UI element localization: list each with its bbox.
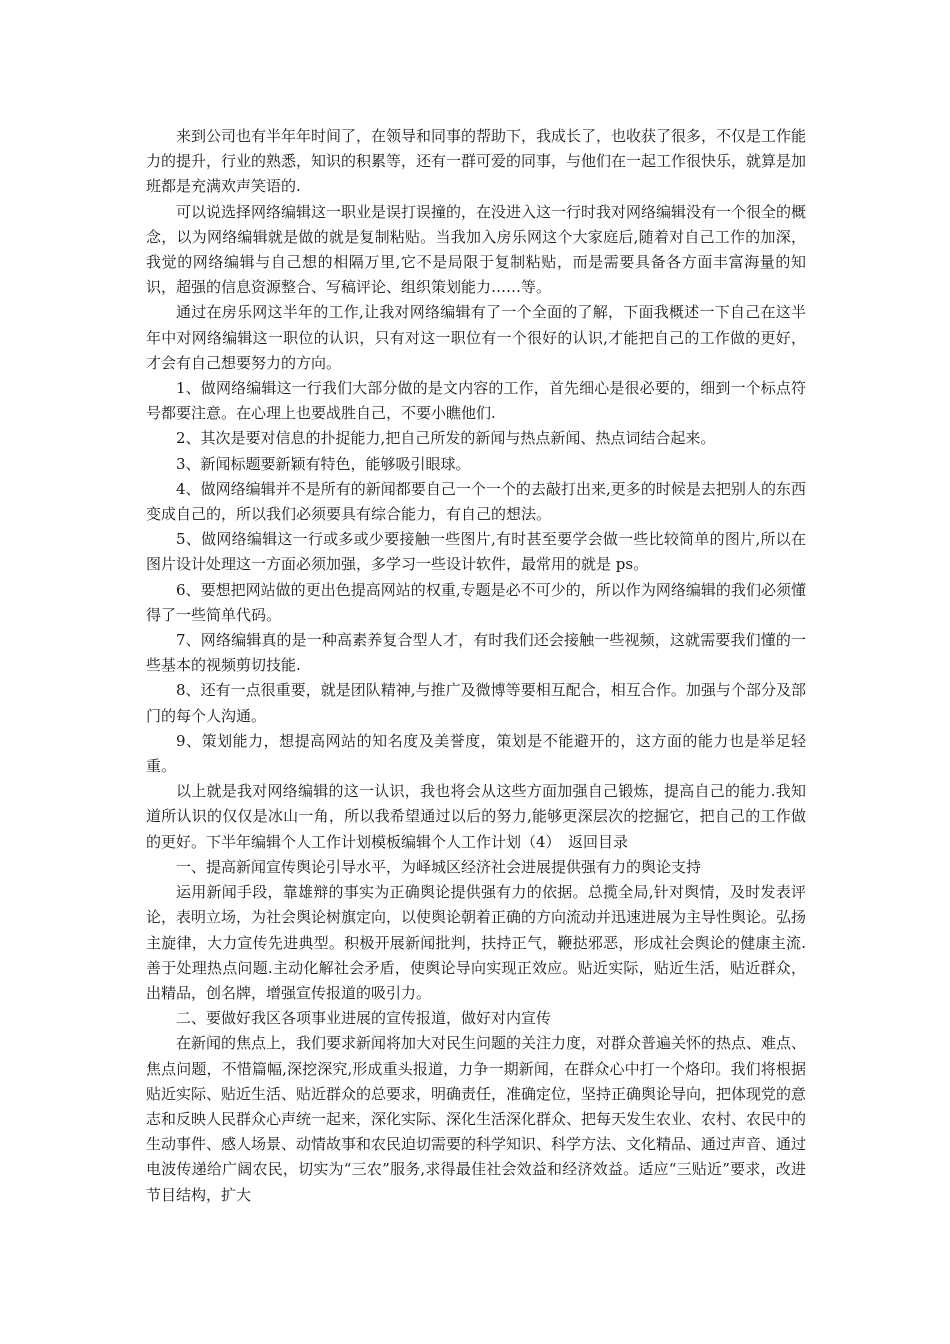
paragraph-career-choice: 可以说选择网络编辑这一职业是误打误撞的，在没进入这一行时我对网络编辑没有一个很全的概念，以为网络编辑就是做的就是复制粘贴。当我加入房乐网这个大家庭后,随着对自己工作的加深，我觉的网络编辑与自己想的相隔万里,它不是局限于复制粘贴，而是需要具备各方面丰富海量的知识，超强的信息资源整合、写稿评论、组织策划能力……等。 [146,202,807,297]
paragraph-conclusion: 以上就是我对网络编辑的这一认识，我也将会从这些方面加强自己锻炼，提高自己的能力.我知道所认识的仅仅是冰山一角，所以我希望通过以后的努力,能够更深层次的挖掘它，把自己的工作做的更好。下半年编辑个人工作计划模板编辑个人工作计划（4） 返回目录 [146,782,806,851]
list-item-6: 6、要想把网站做的更出色提高网站的权重,专题是必不可少的，所以作为网络编辑的我们必须懂得了一些简单代码。 [146,580,806,624]
list-item-2: 2、其次是要对信息的扑捉能力,把自己所发的新闻与热点新闻、热点词结合起来。 [176,429,716,448]
paragraph-intro: 来到公司也有半年年时间了，在领导和同事的帮助下，我成长了，也收获了很多，不仅是工作能力的提升，行业的熟悉，知识的积累等，还有一群可爱的同事，与他们在一起工作很快乐，就算是加班都是充满欢声笑语的. [146,127,807,196]
document-body [146,124,806,1208]
list-item-7: 7、网络编辑真的是一种高素养复合型人才，有时我们还会接触一些视频，这就需要我们懂的一些基本的视频剪切技能. [146,631,806,675]
list-item-3: 3、新闻标题要新颖有特色，能够吸引眼球。 [176,454,471,473]
list-item-9: 9、策划能力，想提高网站的知名度及美誉度，策划是不能避开的，这方面的能力也是举足轻重。 [146,731,806,776]
list-item-5: 5、做网络编辑这一行或多或少要接触一些图片,有时甚至要学会做一些比较简单的图片,所以在图片设计处理这一方面必须加强，多学习一些设计软件，最常用的就是 ps。 [146,530,806,574]
list-item-1: 1、做网络编辑这一行我们大部分做的是文内容的工作，首先细心是很必要的，细到一个标点符号都要注意。在心理上也要战胜自己，不要小瞧他们. [146,379,806,423]
section-1-body: 运用新闻手段，靠雄辩的事实为正确舆论提供强有力的依据。总揽全局,针对舆情，及时发表评论，表明立场，为社会舆论树旗定向，以使舆论朝着正确的方向流动并迅速进展为主导性舆论。弘扬主旋律，大力宣传先进典型。积极开展新闻批判，扶持正气，鞭挞邪恶，形成社会舆论的健康主流. 善于处理热点问题.主动化解社会矛盾，使舆论导向实现正效应。贴近实际，贴近生活，贴近群众，出精品，创名牌，增强宣传报道的吸引力。 [146,883,807,1002]
list-item-4: 4、做网络编辑并不是所有的新闻都要自己一个一个的去敲打出来,更多的时候是去把别人的东西变成自己的，所以我们必须要具有综合能力，有自己的想法。 [146,479,806,524]
section-heading-1: 一、提高新闻宣传舆论引导水平，为峄城区经济社会进展提供强有力的舆论支持 [176,857,702,876]
paragraph-overview: 通过在房乐网这半年的工作,让我对网络编辑有了一个全面的了解，下面我概述一下自己在这半年中对网络编辑这一职位的认识，只有对这一职位有一个很好的认识,才能把自己的工作做的更好，才会有自己想要努力的方向。 [146,303,806,372]
section-2-body: 在新闻的焦点上，我们要求新闻将加大对民生问题的关注力度，对群众普遍关怀的热点、难点、焦点问题，不惜篇幅,深挖深究,形成重头报道，力争一期新闻，在群众心中打一个烙印。我们将根据贴近实际、贴近生活、贴近群众的总要求，明确责任，准确定位，坚持正确舆论导向，把体现党的意志和反映人民群众心声统一起来，深化实际、深化生活深化群众、把每天发生农业、农村、农民中的生动事件、感人场景、动情故事和农民迫切需要的科学知识、科学方法、文化精品、通过声音、通过电波传递给广阔农民，切实为“三农”服务,求得最佳社会效益和经济效益。适应“三贴近”要求，改进节目结构，扩大 [146,1034,807,1204]
list-item-8: 8、还有一点很重要，就是团队精神,与推广及微博等要相互配合，相互合作。加强与个部分及部门的每个人沟通。 [146,681,806,725]
section-heading-2: 二、要做好我区各项事业进展的宣传报道，做好对内宣传 [176,1009,552,1028]
